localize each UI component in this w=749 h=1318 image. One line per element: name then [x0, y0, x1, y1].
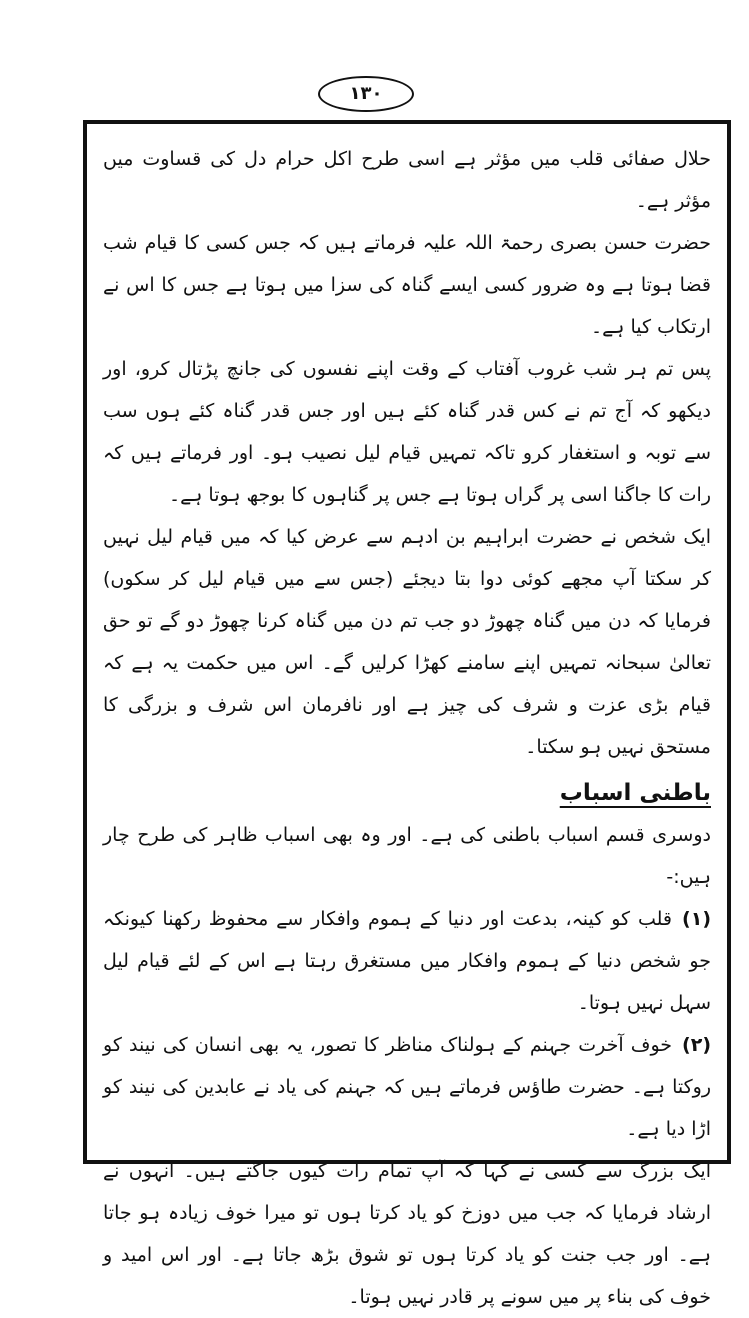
- page-content: [103, 138, 711, 1308]
- list-item-text: قلب کو کینہ، بدعت اور دنیا کے ہموم وافکار سے محفوظ رکھنا کیونکہ جو شخص دنیا کے ہموم وافکار میں مستغرق رہتا ہے اس کے لئے قیام لیل سہل نہیں ہوتا۔: [103, 908, 711, 1014]
- paragraph: حضرت حسن بصری رحمۃ اللہ علیہ فرماتے ہیں کہ جس کسی کا قیام شب قضا ہوتا ہے وہ ضرور کسی ایسے گناہ کی سزا میں ہوتا ہے جس کا اس نے ارتکاب کیا ہے۔: [103, 232, 711, 338]
- paragraph: دوسری قسم اسباب باطنی کی ہے۔ اور وہ بھی اسباب ظاہر کی طرح چار ہیں:-: [103, 824, 711, 888]
- list-item-number: (۱): [682, 908, 711, 930]
- list-item-number: (۲): [682, 1034, 711, 1056]
- list-item-text: خوف آخرت جہنم کے ہولناک مناظر کا تصور، یہ بھی انسان کی نیند کو روکتا ہے۔ حضرت طاؤس فرماتے ہیں کہ جہنم کی یاد نے عابدین کی نیند کو اڑا دیا ہے۔: [103, 1034, 711, 1140]
- page-number: ۱۳۰: [318, 76, 414, 112]
- list-item: [103, 898, 711, 1024]
- paragraph: پس تم ہر شب غروب آفتاب کے وقت اپنے نفسوں کی جانچ پڑتال کرو، اور دیکھو کہ آج تم نے کس قدر گناہ کئے ہیں اور جس قدر گناہ کئے ہوں سب سے توبہ و استغفار کرو تاکہ تمہیں قیام لیل نصیب ہو۔ اور فرماتے ہیں کہ رات کا جاگنا اسی پر گراں ہوتا ہے جس پر گناہوں کا بوجھ ہوتا ہے۔: [103, 358, 711, 506]
- list-item: [103, 1024, 711, 1150]
- paragraph: ایک بزرگ سے کسی نے کہا کہ آپ تمام رات کیوں جاگتے ہیں۔ انہوں نے ارشاد فرمایا کہ جب میں دوزخ کو یاد کرتا ہوں تو میرا خوف زیادہ ہو جاتا ہے۔ اور جب جنت کو یاد کرتا ہوں تو شوق بڑھ جاتا ہے۔ اور اس امید و خوف کی بناء پر میں سونے پر قادر نہیں ہوتا۔: [103, 1160, 711, 1308]
- paragraph: حلال صفائی قلب میں مؤثر ہے اسی طرح اکل حرام دل کی قساوت میں مؤثر ہے۔: [103, 148, 711, 212]
- page-border: [83, 120, 731, 1308]
- paragraph: ایک شخص نے حضرت ابراہیم بن ادہم سے عرض کیا کہ میں قیام لیل نہیں کر سکتا آپ مجھے کوئی دوا بتا دیجئے (جس سے میں قیام لیل کر سکوں) فرمایا کہ دن میں گناہ چھوڑ دو جب تم دن میں گناہ کرنا چھوڑ دو گے تو حق تعالیٰ سبحانہ تمہیں اپنے سامنے کھڑا کرلیں گے۔ اس میں حکمت یہ ہے کہ قیام بڑی عزت و شرف کی چیز ہے اور نافرمان اس شرف و بزرگی کا مستحق نہیں ہو سکتا۔: [103, 526, 711, 758]
- section-heading: باطنی اسباب: [559, 780, 711, 806]
